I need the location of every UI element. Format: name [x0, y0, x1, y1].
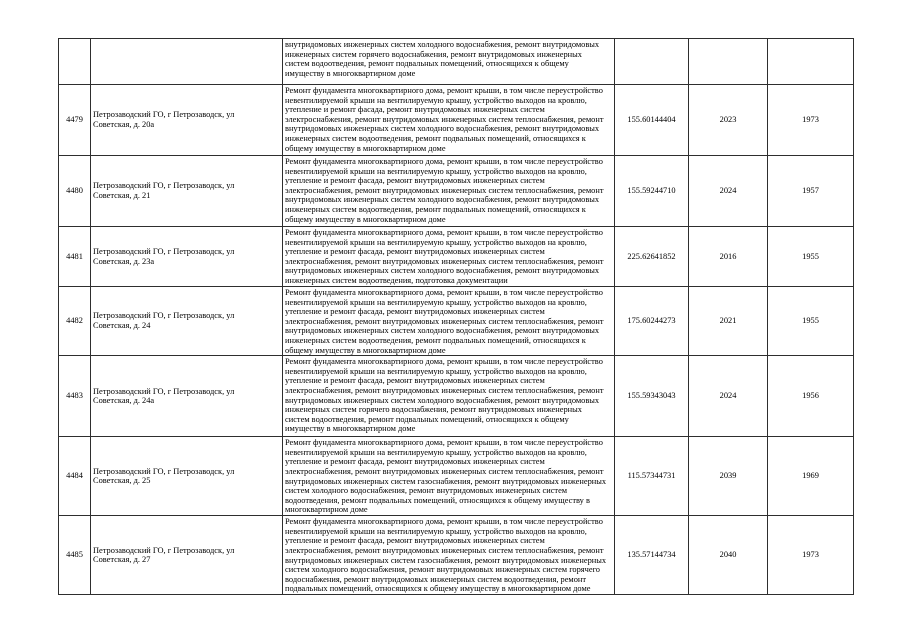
address-line: Советская, д. 27 — [93, 555, 151, 565]
works-line: невентилируемой крыши на вентилируемую крышу, устройство выходов на кровлю, — [285, 95, 587, 105]
address-line: Петрозаводский ГО, г Петрозаводск, ул — [93, 246, 235, 256]
works-line: систем водоотведения, ремонт подвальных помещений, относящихся к общему — [285, 414, 569, 424]
build-year-cell: 1956 — [768, 356, 854, 437]
works-line: общему имуществу в многоквартирном доме — [285, 143, 446, 153]
address-line: Советская, д. 21 — [93, 191, 151, 200]
works-line: утепление и ремонт фасада, ремонт внутридомовых инженерных систем — [285, 457, 545, 467]
row-number — [59, 39, 91, 85]
works-cell — [283, 227, 615, 287]
cost-cell: 175.60244273 — [615, 287, 689, 356]
table-row — [59, 227, 854, 287]
build-year-cell: 1955 — [768, 287, 854, 356]
registry-table — [58, 38, 854, 595]
build-year-cell: 1973 — [768, 85, 854, 156]
works-cell — [283, 516, 615, 595]
plan-year-cell: 2016 — [689, 227, 768, 287]
plan-year-cell: 2039 — [689, 437, 768, 516]
works-line: систем холодного водоснабжения, ремонт внутридомовых инженерных систем горячего — [285, 565, 600, 575]
works-line: инженерных систем водоотведения, ремонт подвальных помещений, относящихся к — [285, 335, 586, 345]
table-row — [59, 287, 854, 356]
works-line: электроснабжения, ремонт внутридомовых инженерных систем теплоснабжения, ремонт — [285, 114, 604, 124]
plan-year-cell: 2023 — [689, 85, 768, 156]
works-line: внутридомовых инженерных систем холодного водоснабжения, ремонт внутридомовых — [285, 195, 600, 205]
table-row — [59, 356, 854, 437]
works-line: электроснабжения, ремонт внутридомовых инженерных систем теплоснабжения, ремонт — [285, 466, 604, 476]
build-year-cell: 1973 — [768, 516, 854, 595]
table-row — [59, 516, 854, 595]
works-line: внутридомовых инженерных систем газоснабжения, ремонт внутридомовых инженерных — [285, 476, 607, 486]
works-line: Ремонт фундамента многоквартирного дома, ремонт крыши, в том числе переустройство — [285, 288, 603, 297]
cost-cell: 155.60144404 — [615, 85, 689, 156]
table-row — [59, 437, 854, 516]
address-line: Советская, д. 25 — [93, 476, 151, 486]
address-cell — [91, 39, 283, 85]
works-line: систем холодного водоснабжения, ремонт внутридомовых инженерных систем — [285, 486, 568, 496]
works-line: инженерных систем водоотведения, ремонт подвальных помещений, относящихся к — [285, 204, 586, 214]
table-row — [59, 39, 854, 85]
works-line: невентилируемой крыши на вентилируемую крышу, устройство выходов на кровлю, — [285, 526, 587, 536]
address-line: Петрозаводский ГО, г Петрозаводск, ул — [93, 545, 235, 555]
table-row — [59, 156, 854, 227]
works-line: Ремонт фундамента многоквартирного дома, ремонт крыши, в том числе переустройство — [285, 438, 603, 448]
row-number: 4481 — [59, 227, 91, 287]
row-number: 4480 — [59, 156, 91, 227]
works-line: водоснабжения, ремонт внутридомовых инженерных систем водоотведения, ремонт — [285, 574, 587, 584]
plan-year-cell — [689, 39, 768, 85]
plan-year-cell: 2024 — [689, 156, 768, 227]
plan-year-cell: 2024 — [689, 356, 768, 437]
address-line: Петрозаводский ГО, г Петрозаводск, ул — [93, 386, 235, 396]
works-line: подвальных помещений, относящихся к общему имуществу в многоквартирном доме — [285, 584, 591, 594]
works-line: утепление и ремонт фасада, ремонт внутридомовых инженерных систем — [285, 376, 545, 386]
address-line: Петрозаводский ГО, г Петрозаводск, ул — [93, 311, 235, 321]
cost-cell: 225.62641852 — [615, 227, 689, 287]
address-cell — [91, 85, 283, 156]
works-line: электроснабжения, ремонт внутридомовых инженерных систем теплоснабжения, ремонт — [285, 316, 604, 326]
address-cell — [91, 516, 283, 595]
works-cell — [283, 85, 615, 156]
works-line: многоквартирном доме — [285, 505, 368, 515]
works-line: внутридомовых инженерных систем холодного водоснабжения, ремонт внутридомовых — [285, 40, 600, 49]
address-line: Советская, д. 24а — [93, 396, 155, 406]
works-line: невентилируемой крыши на вентилируемую крышу, устройство выходов на кровлю, — [285, 366, 587, 376]
works-cell — [283, 356, 615, 437]
works-line: невентилируемой крыши на вентилируемую крышу, устройство выходов на кровлю, — [285, 237, 587, 247]
works-cell — [283, 287, 615, 356]
works-line: общему имуществу в многоквартирном доме — [285, 214, 446, 224]
row-number: 4479 — [59, 85, 91, 156]
address-cell — [91, 287, 283, 356]
row-number: 4483 — [59, 356, 91, 437]
works-line: Ремонт фундамента многоквартирного дома, ремонт крыши, в том числе переустройство — [285, 157, 603, 166]
works-line: инженерных систем водоотведения, ремонт подвальных помещений, относящихся к — [285, 133, 586, 143]
address-line: Петрозаводский ГО, г Петрозаводск, ул — [93, 466, 235, 476]
works-line: инженерных систем водоотведения, подготовка документации — [285, 275, 508, 285]
works-line: внутридомовых инженерных систем холодного водоснабжения, ремонт внутридомовых — [285, 395, 600, 405]
build-year-cell: 1955 — [768, 227, 854, 287]
works-cell — [283, 39, 615, 85]
table-row — [59, 85, 854, 156]
works-line: инженерных систем горячего водоснабжения, ремонт внутридомовых инженерных — [285, 49, 582, 59]
address-cell — [91, 156, 283, 227]
cost-cell — [615, 39, 689, 85]
works-line: Ремонт фундамента многоквартирного дома, ремонт крыши, в том числе переустройство — [285, 357, 603, 367]
row-number: 4484 — [59, 437, 91, 516]
works-cell — [283, 156, 615, 227]
works-line: утепление и ремонт фасада, ремонт внутридомовых инженерных систем — [285, 307, 545, 317]
build-year-cell — [768, 39, 854, 85]
address-cell — [91, 356, 283, 437]
works-line: Ремонт фундамента многоквартирного дома, ремонт крыши, в том числе переустройство — [285, 517, 603, 527]
works-line: Ремонт фундамента многоквартирного дома, ремонт крыши, в том числе переустройство — [285, 228, 603, 237]
works-line: невентилируемой крыши на вентилируемую крышу, устройство выходов на кровлю, — [285, 297, 587, 307]
works-line: имуществу в многоквартирном доме — [285, 68, 416, 78]
works-line: внутридомовых инженерных систем газоснабжения, ремонт внутридомовых инженерных — [285, 555, 607, 565]
works-line: имуществу в многоквартирном доме — [285, 424, 416, 434]
works-line: внутридомовых инженерных систем холодного водоснабжения, ремонт внутридомовых — [285, 124, 600, 134]
build-year-cell: 1957 — [768, 156, 854, 227]
address-line: Советская, д. 24 — [93, 321, 151, 331]
address-line: Петрозаводский ГО, г Петрозаводск, ул — [93, 181, 235, 191]
cost-cell: 155.59343043 — [615, 356, 689, 437]
works-line: внутридомовых инженерных систем холодного водоснабжения, ремонт внутридомовых — [285, 266, 600, 276]
row-number: 4485 — [59, 516, 91, 595]
works-line: электроснабжения, ремонт внутридомовых инженерных систем теплоснабжения, ремонт — [285, 545, 604, 555]
works-line: утепление и ремонт фасада, ремонт внутридомовых инженерных систем — [285, 536, 545, 546]
address-line: Советская, д. 23а — [93, 256, 155, 266]
address-cell — [91, 437, 283, 516]
works-line: утепление и ремонт фасада, ремонт внутридомовых инженерных систем — [285, 176, 545, 186]
cost-cell: 115.57344731 — [615, 437, 689, 516]
works-line: общему имуществу в многоквартирном доме — [285, 345, 446, 355]
cost-cell: 155.59244710 — [615, 156, 689, 227]
plan-year-cell: 2021 — [689, 287, 768, 356]
works-line: Ремонт фундамента многоквартирного дома, ремонт крыши, в том числе переустройство — [285, 86, 603, 95]
build-year-cell: 1969 — [768, 437, 854, 516]
cost-cell: 135.57144734 — [615, 516, 689, 595]
works-line: электроснабжения, ремонт внутридомовых инженерных систем теплоснабжения, ремонт — [285, 385, 604, 395]
works-line: утепление и ремонт фасада, ремонт внутридомовых инженерных систем — [285, 105, 545, 115]
address-cell — [91, 227, 283, 287]
works-line: электроснабжения, ремонт внутридомовых инженерных систем теплоснабжения, ремонт — [285, 185, 604, 195]
works-line: внутридомовых инженерных систем холодного водоснабжения, ремонт внутридомовых — [285, 326, 600, 336]
works-cell — [283, 437, 615, 516]
works-line: утепление и ремонт фасада, ремонт внутридомовых инженерных систем — [285, 247, 545, 257]
row-number: 4482 — [59, 287, 91, 356]
address-line: Советская, д. 20а — [93, 120, 155, 129]
works-line: водоотведения, ремонт подвальных помещений, относящихся к общему имуществу в — [285, 495, 590, 505]
works-line: невентилируемой крыши на вентилируемую крышу, устройство выходов на кровлю, — [285, 166, 587, 176]
works-line: невентилируемой крыши на вентилируемую крышу, устройство выходов на кровлю, — [285, 447, 587, 457]
plan-year-cell: 2040 — [689, 516, 768, 595]
works-line: систем водоотведения, ремонт подвальных помещений, относящихся к общему — [285, 59, 569, 69]
address-line: Петрозаводский ГО, г Петрозаводск, ул — [93, 110, 235, 120]
works-line: инженерных систем горячего водоснабжения, ремонт внутридомовых инженерных — [285, 405, 582, 415]
works-line: электроснабжения, ремонт внутридомовых инженерных систем теплоснабжения, ремонт — [285, 256, 604, 266]
